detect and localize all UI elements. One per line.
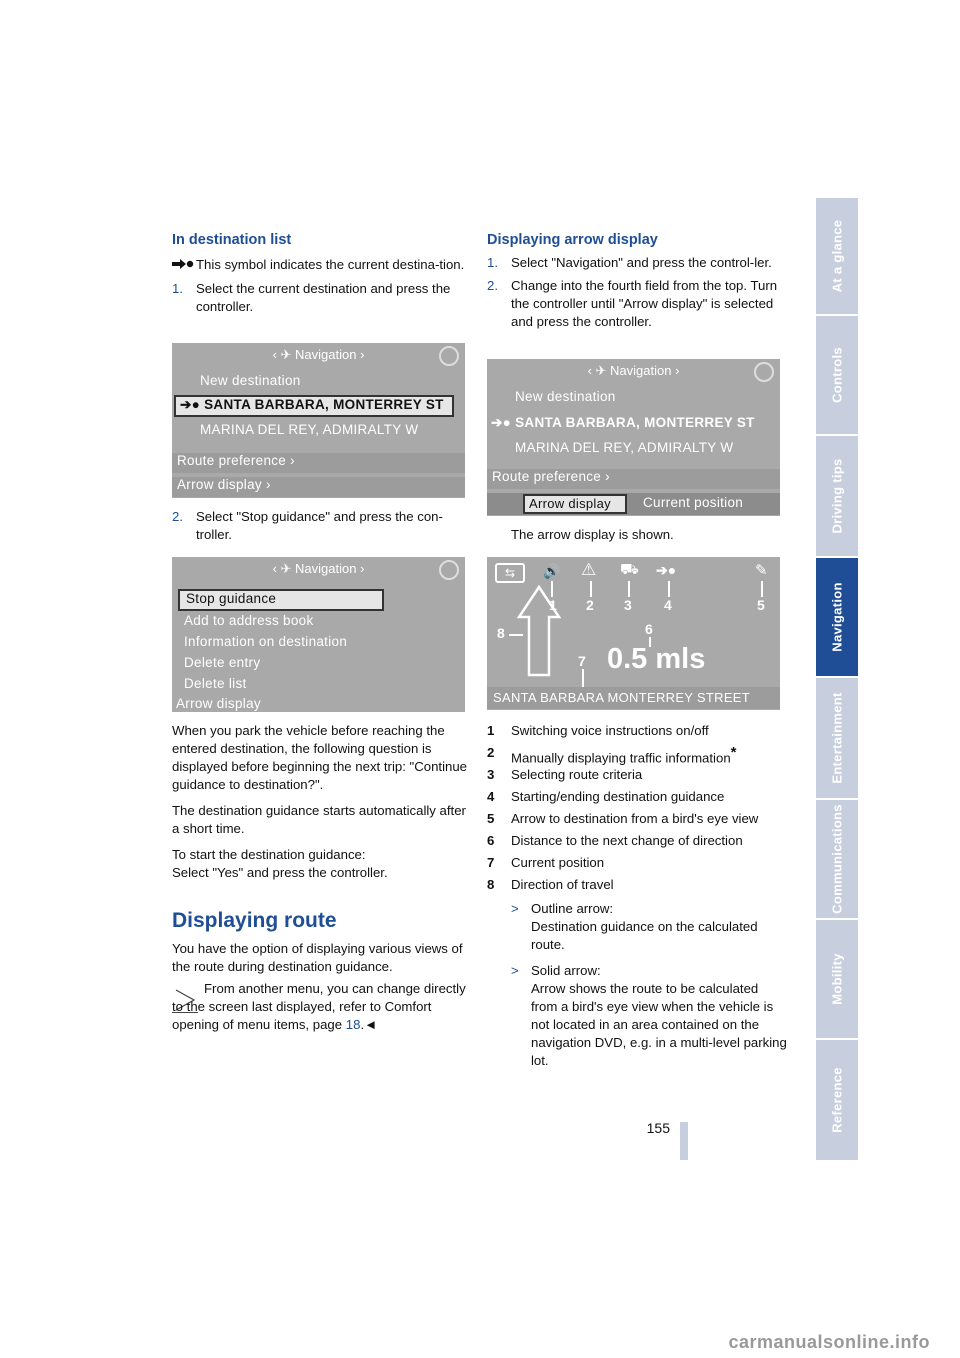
menu-add-to-address-book: Add to address book [184, 613, 314, 628]
menu-current-destination: ➔● SANTA BARBARA, MONTERREY ST [491, 415, 755, 430]
menu-current-destination: ➔● SANTA BARBARA, MONTERREY ST [174, 395, 454, 417]
chapter-sidebar [816, 198, 858, 1160]
menu-delete-list: Delete list [184, 676, 247, 691]
route-paragraph: You have the option of displaying various views of the route during destination guidance. [172, 941, 463, 974]
legend-item: 6 Distance to the next change of direction [487, 833, 743, 848]
right-step-2: 2. Change into the fourth field from the top. Turn the controller until "Arrow display" is selected and press the controller. [487, 278, 778, 329]
heading-destination-list: In destination list [172, 232, 292, 248]
symbol-paragraph: This symbol indicates the current destina-tion. [172, 256, 467, 274]
tab-mobility[interactable]: Mobility [816, 920, 858, 1040]
tab-at-a-glance[interactable]: At a glance [816, 198, 858, 316]
menu-marina-del-rey: MARINA DEL REY, ADMIRALTY W [200, 422, 419, 437]
tab-entertainment[interactable]: Entertainment [816, 678, 858, 800]
watermark: carmanualsonline.info [728, 1332, 930, 1352]
menu-arrow-display: Arrow display [176, 696, 261, 711]
legend-item: 2 Manually displaying traffic information* [487, 744, 737, 766]
callout-3: 3 [624, 597, 632, 613]
callout-8: 8 [497, 625, 505, 641]
settings-icon [439, 346, 459, 366]
shown-text: The arrow display is shown. [511, 527, 674, 542]
callout-1: 1 [549, 597, 557, 613]
menu-current-position: Current position [643, 495, 744, 510]
screen-title: ‹ ✈ Navigation › [272, 347, 365, 362]
menu-new-destination: New destination [200, 373, 301, 388]
menu-information-on-destination: Information on destination [184, 634, 348, 649]
guidance-icon: ➔● [656, 562, 677, 578]
screen-arrow-display-menu [487, 359, 780, 516]
heading-displaying-route: Displaying route [172, 909, 337, 932]
callout-5: 5 [757, 597, 765, 613]
bird-view-icon: ✎ [755, 562, 768, 579]
speaker-icon: 🔊 [543, 563, 561, 579]
legend-item: 7 Current position [487, 855, 605, 870]
menu-marina-del-rey: MARINA DEL REY, ADMIRALTY W [515, 440, 734, 455]
left-step-2: 2. Select "Stop guidance" and press the con-troller. [172, 509, 443, 542]
left-step-1: 1. Select the current destination and press the controller. [172, 281, 451, 314]
screen-destination-list [172, 343, 465, 498]
tab-reference[interactable]: Reference [829, 1067, 845, 1133]
left-text-block [172, 722, 467, 976]
screen-arrow-display [487, 557, 780, 710]
menu-route-preference: Route preference › [172, 453, 465, 473]
legend-item: 5 Arrow to destination from a bird's eye view [487, 811, 759, 826]
page-number: 155 [646, 1120, 670, 1136]
sub-item-outline-arrow: > Outline arrow: Destination guidance on the calculated route. [511, 901, 758, 952]
menu-arrow-display: Arrow display › [172, 477, 465, 497]
screen-stop-guidance [172, 557, 465, 712]
distance-readout: 0.5 mls [607, 643, 706, 675]
start-paragraph: To start the destination guidance: Select "Yes" and press the controller. [172, 847, 388, 880]
route-criteria-icon: ⛟ [620, 561, 639, 578]
menu-arrow-display: Arrow display [523, 494, 627, 514]
legend-item: 1 Switching voice instructions on/off [487, 723, 709, 738]
callout-4: 4 [664, 597, 672, 613]
screen-title: ‹ ✈ Navigation › [272, 561, 365, 576]
callout-6: 6 [645, 621, 653, 637]
right-column [487, 231, 787, 331]
page-link[interactable]: 18 [345, 1017, 361, 1032]
callout-7: 7 [578, 653, 586, 669]
left-column [172, 231, 467, 316]
menu-new-destination: New destination [515, 389, 616, 404]
page-number-bar [680, 1122, 688, 1160]
direction-arrow-icon [517, 585, 561, 682]
sub-item-solid-arrow: > Solid arrow: Arrow shows the route to be calculated from a bird's eye view when the vehicle is not located in an area contained on the navigation DVD, e.g. in a multi-level parking lot. [511, 963, 787, 1068]
menu-route-preference: Route preference › [487, 469, 780, 489]
left-step-2-block [172, 508, 467, 544]
tab-navigation[interactable]: Navigation [816, 558, 858, 678]
settings-icon [439, 560, 459, 580]
park-paragraph: When you park the vehicle before reaching the entered destination, the following question is displayed before beginning the next trip: "Continue guidance to destination?". [172, 723, 468, 792]
tab-driving-tips[interactable]: Driving tips [816, 436, 858, 558]
warning-icon: ⚠ [581, 560, 597, 579]
auto-paragraph: The destination guidance starts automatically after a short time. [172, 803, 466, 836]
callout-2: 2 [586, 597, 594, 613]
back-icon: ⇆ [495, 563, 525, 583]
screen-title: ‹ ✈ Navigation › [587, 363, 680, 378]
street-bar: SANTA BARBARA MONTERREY STREET [487, 687, 780, 709]
right-step-1: 1. Select "Navigation" and press the control-ler. [487, 255, 772, 270]
legend-list [487, 722, 787, 1070]
settings-icon [754, 362, 774, 382]
legend-item: 4 Starting/ending destination guidance [487, 789, 725, 804]
heading-arrow-display: Displaying arrow display [487, 232, 658, 248]
menu-delete-entry: Delete entry [184, 655, 261, 670]
legend-item: 3 Selecting route criteria [487, 767, 643, 782]
note-paragraph: From another menu, you can change directly to the screen last displayed, refer to Comfort opening of menu items, page 18.◄ [172, 981, 466, 1032]
legend-item: 8 Direction of travel [487, 877, 614, 892]
tab-controls[interactable]: Controls [816, 316, 858, 436]
tab-communications[interactable]: Communications [816, 800, 858, 920]
current-destination-icon [172, 256, 196, 274]
menu-stop-guidance: Stop guidance [178, 589, 384, 611]
